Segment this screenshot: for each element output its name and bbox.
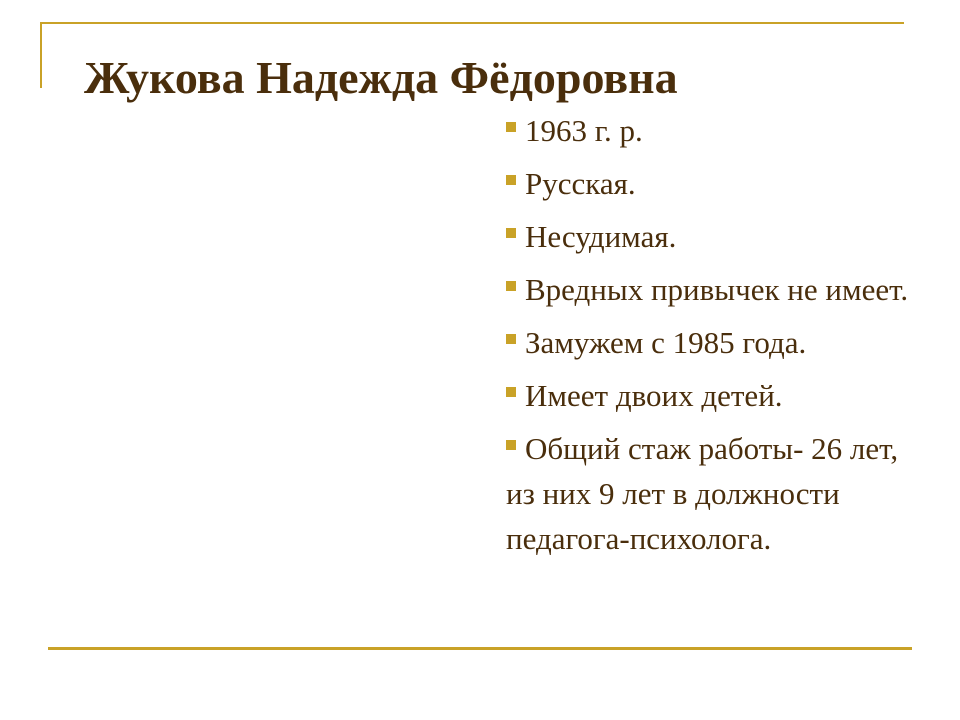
bullet-item: [506, 161, 926, 206]
square-bullet-icon: [506, 175, 516, 185]
square-bullet-icon: [506, 387, 516, 397]
bullet-item: [506, 320, 926, 365]
bullet-text: Замужем с 1985 года.: [525, 325, 807, 360]
slide-title: Жукова Надежда Фёдоровна: [84, 52, 678, 103]
square-bullet-icon: [506, 122, 516, 132]
bullet-item: [506, 426, 926, 561]
square-bullet-icon: [506, 440, 516, 450]
bullet-item: [506, 214, 926, 259]
left-rule: [40, 22, 42, 88]
bullet-list: [506, 108, 926, 569]
bullet-text: Вредных привычек не имеет.: [525, 272, 909, 307]
square-bullet-icon: [506, 228, 516, 238]
bullet-text: 1963 г. р.: [525, 113, 643, 148]
square-bullet-icon: [506, 281, 516, 291]
bullet-text: Имеет двоих детей.: [525, 378, 783, 413]
bullet-text: Несудимая.: [525, 219, 677, 254]
bullet-text: Русская.: [525, 166, 636, 201]
bullet-item: [506, 267, 926, 312]
top-rule: [40, 22, 904, 24]
bullet-item: [506, 108, 926, 153]
bullet-text: Общий стаж работы- 26 лет, из них 9 лет в должности педагога-психолога.: [506, 431, 899, 556]
bullet-item: [506, 373, 926, 418]
bottom-rule: [48, 647, 912, 650]
square-bullet-icon: [506, 334, 516, 344]
